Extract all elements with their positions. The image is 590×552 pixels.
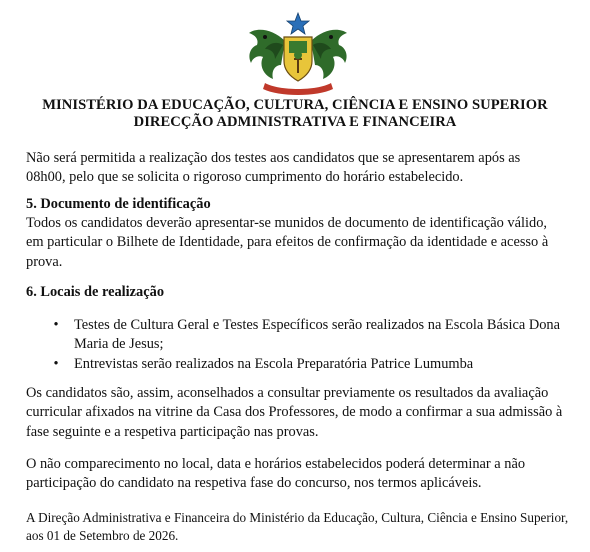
signature-block — [26, 509, 576, 545]
section-5-line-3: prova. — [26, 253, 63, 270]
intro-line-2: 08h00, pelo que se solicita o rigoroso cumprimento do horário estabelecido. — [26, 169, 464, 186]
advice-line-1: Os candidatos são, assim, aconselhados a consultar previamente os resultados da avaliação — [26, 385, 549, 401]
bullet-icon: • — [53, 317, 59, 333]
directorate-title: DIRECÇÃO ADMINISTRATIVA E FINANCEIRA — [133, 114, 457, 130]
section-5-title: 5. Documento de identificação — [26, 196, 211, 212]
list-item-line-2: Maria de Jesus; — [74, 336, 164, 353]
absence-line-1: O não comparecimento no local, data e horários estabelecidos poderá determinar a não — [26, 456, 526, 472]
intro-paragraph — [26, 149, 574, 188]
advice-paragraph — [26, 384, 574, 442]
list-item — [26, 355, 574, 374]
advice-line-3: fase seguinte e a respetiva participação nas provas. — [26, 423, 319, 440]
advice-line-2: curricular afixados na vitrine da Casa dos Professores, de modo a confirmar a sua admissão à — [26, 404, 563, 421]
list-item-line-1: Entrevistas serão realizados na Escola Preparatória Patrice Lumumba — [74, 355, 474, 372]
list-item-line-1: Testes de Cultura Geral e Testes Específicos serão realizados na Escola Básica Dona — [74, 317, 561, 333]
locations-list — [26, 316, 574, 374]
section-6-title: 6. Locais de realização — [26, 284, 165, 300]
footer-line-2: aos 01 de Setembro de 2026. — [26, 528, 179, 543]
footer-line-1: A Direção Administrativa e Financeira do Ministério da Educação, Cultura, Ciência e Ensino Superior, — [26, 510, 569, 525]
ministry-title: MINISTÉRIO DA EDUCAÇÃO, CULTURA, CIÊNCIA E ENSINO SUPERIOR — [42, 97, 548, 113]
list-item — [26, 316, 574, 355]
bullet-icon: • — [53, 355, 59, 372]
intro-line-1: Não será permitida a realização dos testes aos candidatos que se apresentarem após as — [26, 150, 521, 166]
absence-line-2: participação do candidato na respetiva fase do concurso, nos termos aplicáveis. — [26, 475, 482, 492]
coat-of-arms-icon — [243, 11, 353, 95]
section-5-paragraph — [26, 214, 574, 272]
absence-paragraph — [26, 455, 574, 494]
section-5-line-2: em particular o Bilhete de Identidade, para efeitos de confirmação da identidade e acesso à — [26, 234, 549, 251]
section-5-line-1: Todos os candidatos deverão apresentar-se munidos de documento de identificação válido, — [26, 215, 547, 231]
